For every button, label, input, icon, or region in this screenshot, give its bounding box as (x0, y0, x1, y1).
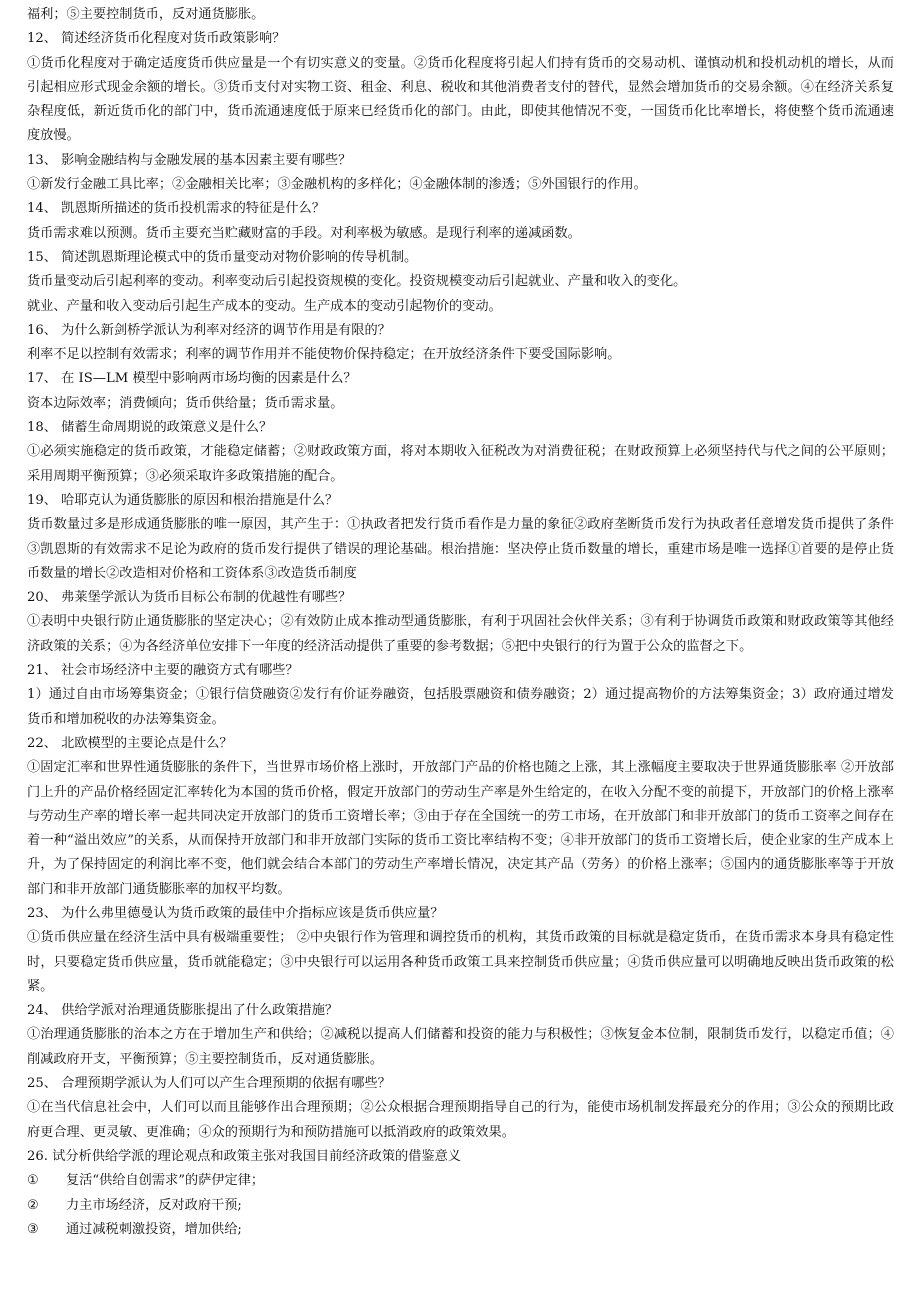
list-item-number: ③ (27, 1221, 39, 1237)
qa-block (27, 367, 894, 416)
list-item-text: 力主市场经济，反对政府干预; (66, 1197, 242, 1213)
qa-block (27, 149, 894, 198)
question-heading: 24、 供给学派对治理通货膨胀提出了什么政策措施？ (27, 1003, 339, 1019)
answer-paragraph: 货币需求难以预测。货币主要充当贮藏财富的手段。对利率极为敏感。是现行利率的递减函数。 (27, 225, 581, 241)
qa-block (27, 902, 894, 999)
answer-paragraph: ①新发行金融工具比率；②金融相关比率；③金融机构的多样化；④金融体制的渗透；⑤外国银行的作用。 (27, 177, 647, 193)
answer-paragraph: 货币量变动后引起利率的变动。利率变动后引起投资规模的变化。投资规模变动后引起就业、产量和收入的变化。 (27, 274, 687, 290)
qa-block (27, 586, 894, 659)
qa-list (27, 27, 894, 1145)
qa-block (27, 1072, 894, 1145)
qa-block (27, 489, 894, 586)
question-heading: 16、 为什么新剑桥学派认为利率对经济的调节作用是有限的？ (27, 322, 391, 338)
answer-paragraph: ①在当代信息社会中，人们可以而且能够作出合理预期；②公众根据合理预期指导自己的行为，能使市场机制发挥最充分的作用；③公众的预期比政府更合理、更灵敏、更准确；④众的预期行为和预防措施可以抵消政府的政策效果。 (27, 1100, 894, 1140)
question-heading: 12、 简述经济货币化程度对货币政策影响？ (27, 31, 286, 47)
answer-paragraph: ①货币供应量在经济生活中具有极端重要性； ②中央银行作为管理和调控货币的机构，其货币政策的目标就是稳定货币，在货币需求本身具有稳定性时，只要稳定货币供应量，货币就能稳定；③中央银行可以运用各种货币政策工具来控制货币供应量；④货币供应量可以明确地反映出货币政策的松紧。 (27, 930, 894, 994)
question-26-items (27, 1169, 894, 1242)
question-heading: 13、 影响金融结构与金融发展的基本因素主要有哪些？ (27, 152, 352, 168)
qa-block (27, 999, 894, 1072)
answer-paragraph: 就业、产量和收入变动后引起生产成本的变动。生产成本的变动引起物价的变动。 (27, 298, 502, 314)
list-item-text: 复活“供给自创需求”的萨伊定律； (66, 1173, 265, 1189)
answer-paragraph: ①必须实施稳定的货币政策，才能稳定储蓄；②财政政策方面，将对本期收入征税改为对消费征税；在财政预算上必须坚持代与代之间的公平原则；采用周期平衡预算；③必须采取许多政策措施的配合。 (27, 444, 894, 484)
question-26-title: 26. 试分析供给学派的理论观点和政策主张对我国目前经济政策的借鉴意义 (27, 1148, 461, 1164)
list-item-number: ① (27, 1173, 39, 1189)
answer-paragraph: ①表明中央银行防止通货膨胀的坚定决心；②有效防止成本推动型通货膨胀，有利于巩固社会伙伴关系；③有利于协调货币政策和财政政策等其他经济政策的关系；④为各经济单位安排下一年度的经济活动提供了重要的参考数据；⑤把中央银行的行为置于公众的监督之下。 (27, 614, 894, 654)
question-heading: 20、 弗莱堡学派认为货币目标公布制的优越性有哪些？ (27, 590, 352, 606)
answer-paragraph: 1）通过自由市场筹集资金；①银行信贷融资②发行有价证券融资，包括股票融资和债券融资；2）通过提高物价的方法筹集资金；3）政府通过增发货币和增加税收的办法筹集资金。 (27, 687, 894, 727)
qa-block (27, 27, 894, 148)
list-item-text: 通过减税刺激投资，增加供给; (66, 1221, 242, 1237)
list-item (27, 1169, 894, 1193)
question-heading: 25、 合理预期学派认为人们可以产生合理预期的依据有哪些？ (27, 1076, 391, 1092)
answer-paragraph: ①货币化程度对于确定适度货币供应量是一个有切实意义的变量。②货币化程度将引起人们持有货币的交易动机、谨慎动机和投机动机的增长，从而引起相应形式现金余额的增长。③货币支付对实物工资、租金、利息、税收和其他消费者支付的替代，显然会增加货币的交易余额。④在经济关系复杂程度低，新近货币化的部门中，货币流通速度低于原来已经货币化的部门。由此，即使其他情况不变，一国货币化比率增长，将使整个货币流通速度放慢。 (27, 55, 894, 144)
list-item (27, 1218, 894, 1242)
answer-paragraph: 货币数量过多是形成通货膨胀的唯一原因，其产生于：①执政者把发行货币看作是力量的象征②政府垄断货币发行为执政者任意增发货币提供了条件③凯恩斯的有效需求不足论为政府的货币发行提供了错误的理论基础。根治措施：坚决停止货币数量的增长，重建市场是唯一选择①首要的是停止货币数量的增长②改造相对价格和工资体系③改造货币制度 (27, 517, 894, 581)
qa-block (27, 416, 894, 489)
question-heading: 19、 哈耶克认为通货膨胀的原因和根治措施是什么？ (27, 492, 339, 508)
answer-paragraph: ①固定汇率和世界性通货膨胀的条件下，当世界市场价格上涨时，开放部门产品的价格也随之上涨，其上涨幅度主要取决于世界通货膨胀率 ②开放部门上升的产品价格经固定汇率转化为本国的货币价格，假定开放部门的劳动生产率是外生给定的，在收入分配不变的前提下，开放部门的价格上涨率与劳动生产率的增长率一起共同决定开放部门的货币工资增长率；③由于存在全国统一的劳工市场，在开放部门和非开放部门的货币工资率之间存在着一种“溢出效应”的关系，从而保持开放部门和非开放部门实际的货币工资比率结构不变；④非开放部门的货币工资增长后，使企业家的生产成本上升，为了保持固定的利润比率不变，他们就会结合本部门的劳动生产率增长情况，决定其产品（劳务）的价格上涨率；⑤国内的通货膨胀率等于开放部门和非开放部门通货膨胀率的加权平均数。 (27, 760, 894, 897)
qa-block (27, 319, 894, 368)
question-heading: 15、 简述凯恩斯理论模式中的货币量变动对物价影响的传导机制。 (27, 249, 418, 265)
answer-paragraph: ①治理通货膨胀的治本之方在于增加生产和供给；②减税以提高人们储蓄和投资的能力与积极性；③恢复金本位制，限制货币发行，以稳定币值；④削减政府开支，平衡预算；⑤主要控制货币，反对通货膨胀。 (27, 1027, 894, 1067)
intro-text: 福利；⑤主要控制货币，反对通货膨胀。 (27, 7, 265, 22)
qa-block (27, 732, 894, 902)
answer-paragraph: 利率不足以控制有效需求；利率的调节作用并不能使物价保持稳定；在开放经济条件下要受国际影响。 (27, 347, 621, 363)
qa-block (27, 197, 894, 246)
qa-block (27, 246, 894, 319)
question-heading: 18、 储蓄生命周期说的政策意义是什么？ (27, 420, 273, 436)
list-item-number: ② (27, 1197, 39, 1213)
question-heading: 14、 凯恩斯所描述的货币投机需求的特征是什么？ (27, 201, 325, 217)
question-heading: 22、 北欧模型的主要论点是什么？ (27, 735, 233, 751)
answer-paragraph: 资本边际效率；消费倾向；货币供给量；货币需求量。 (27, 395, 344, 411)
question-heading: 21、 社会市场经济中主要的融资方式有哪些？ (27, 663, 299, 679)
question-heading: 23、 为什么弗里德曼认为货币政策的最佳中介指标应该是货币供应量？ (27, 905, 444, 921)
question-heading: 17、 在 IS—LM 模型中影响两市场均衡的因素是什么？ (27, 371, 357, 387)
list-item (27, 1194, 894, 1218)
qa-block (27, 659, 894, 732)
question-26 (27, 1145, 894, 1242)
